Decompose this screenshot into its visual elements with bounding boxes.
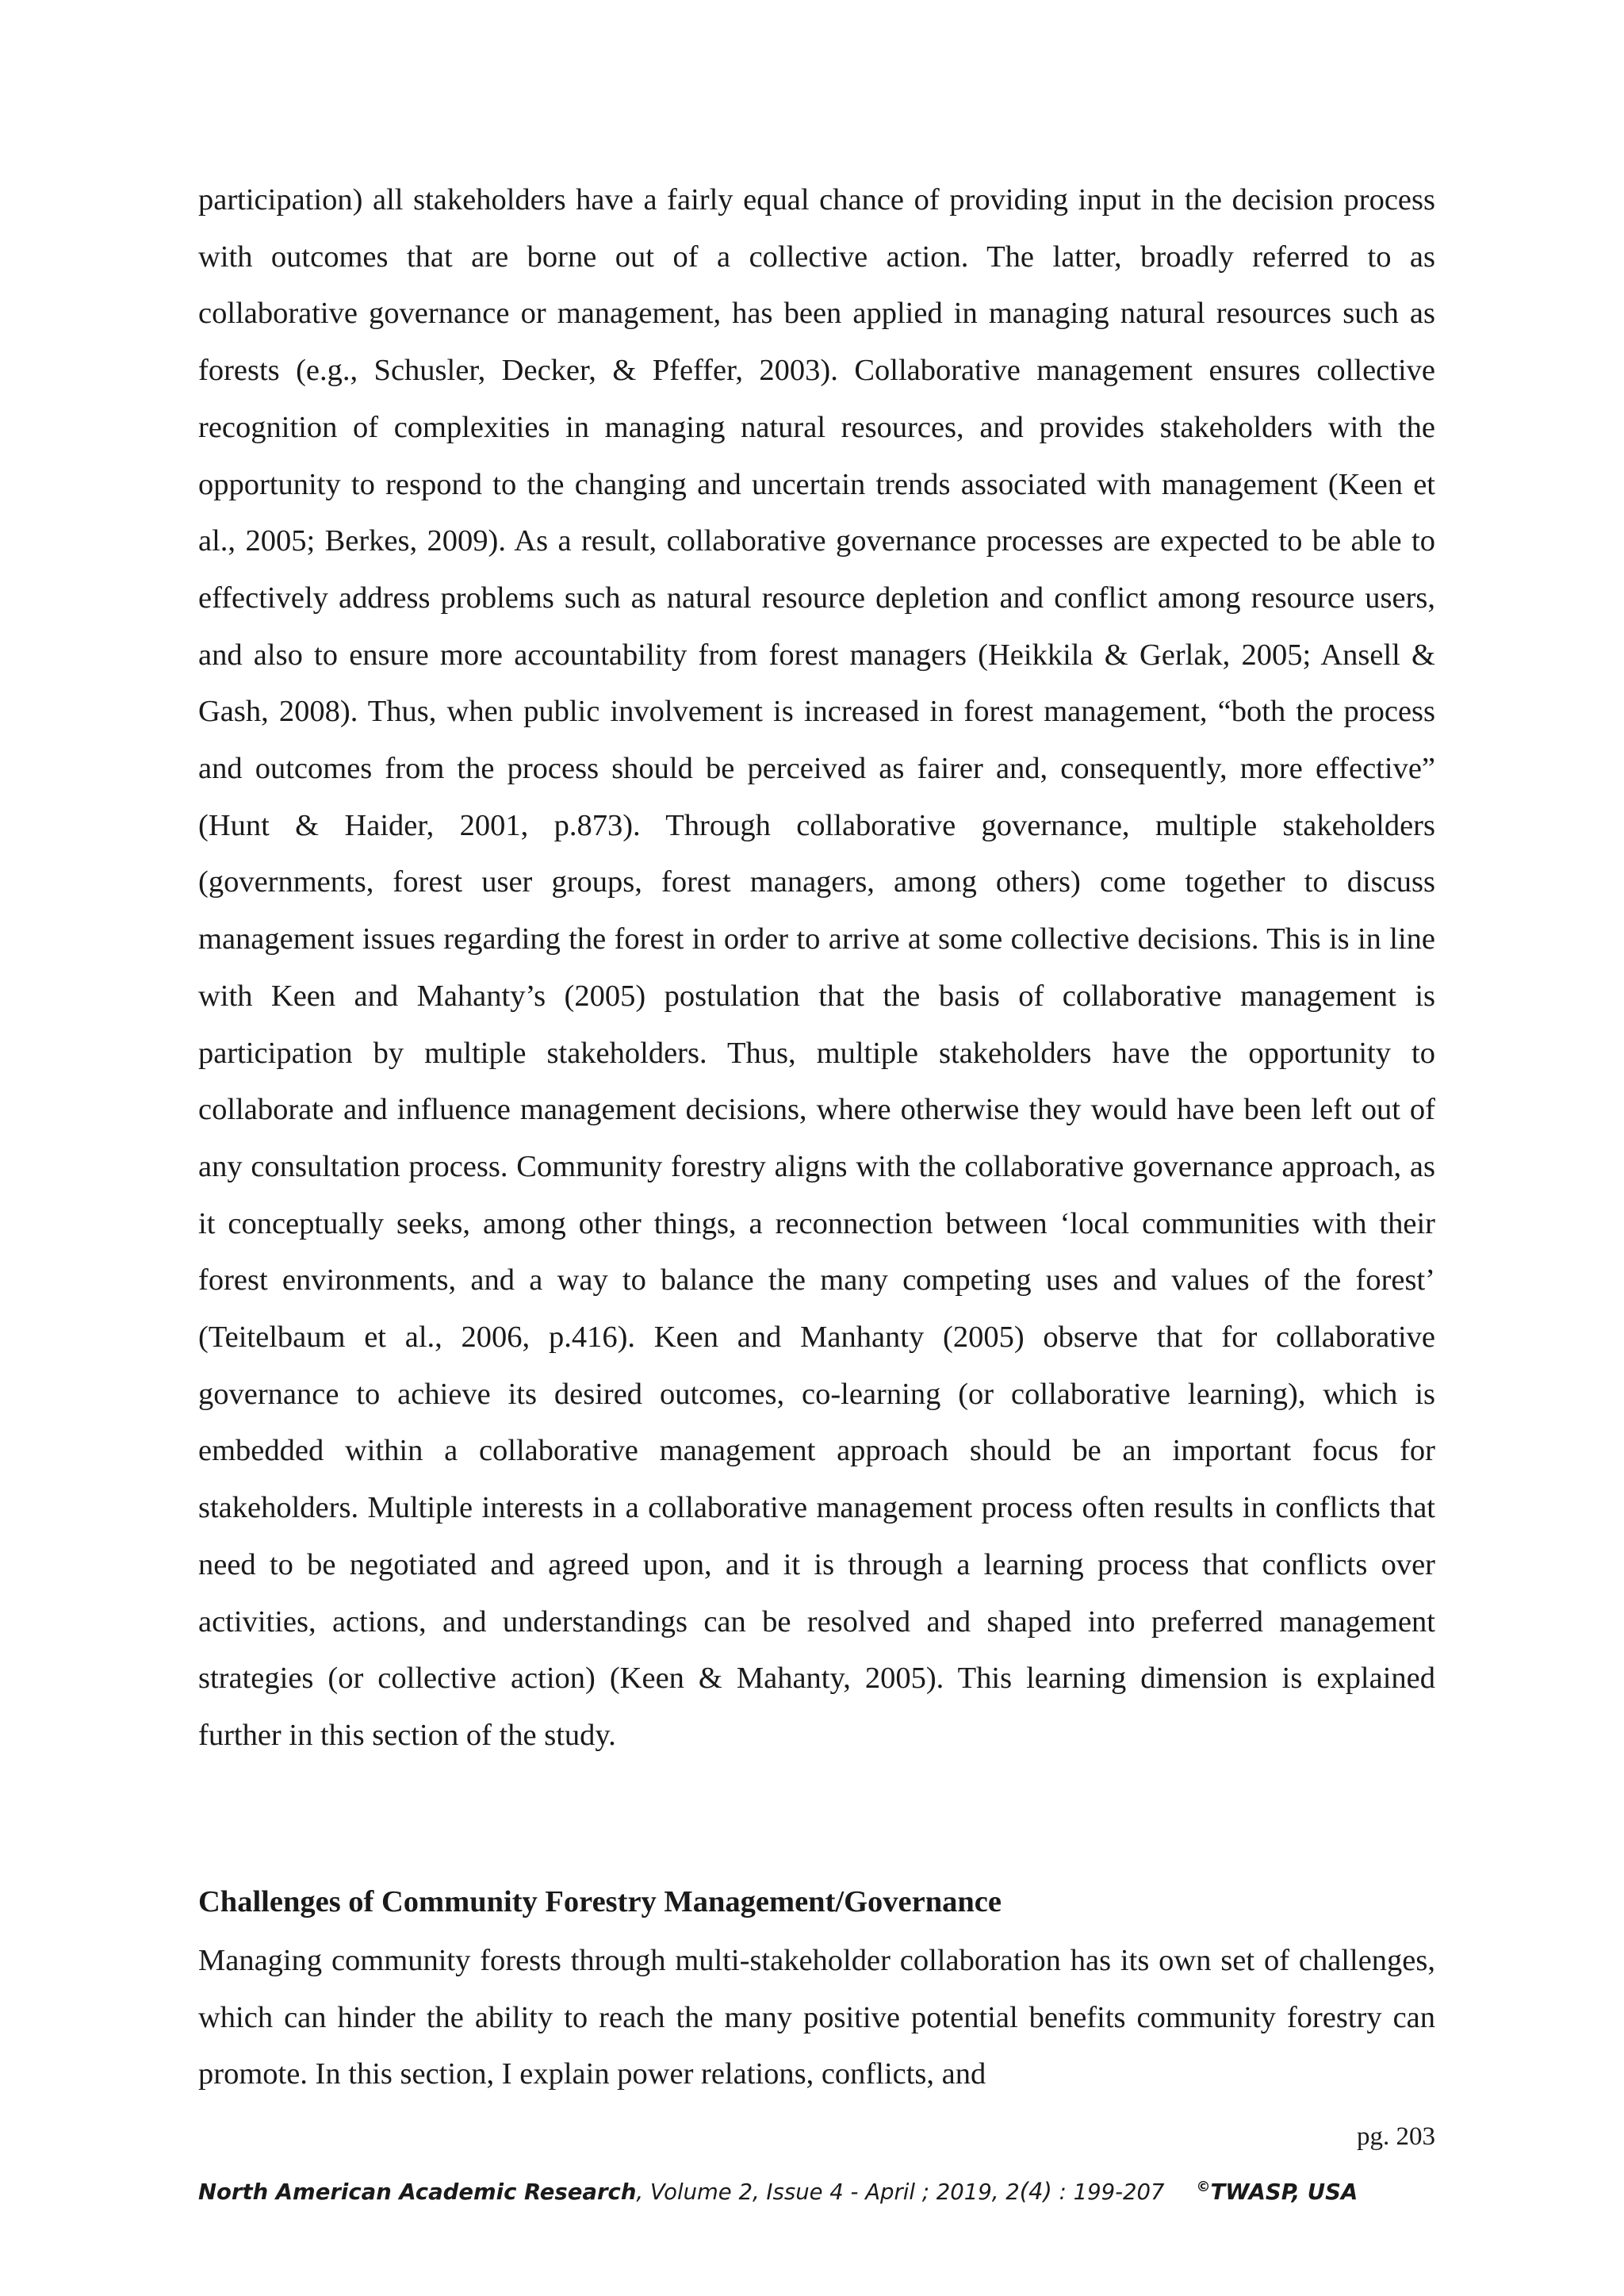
footer-journal-name: North American Academic Research xyxy=(198,2179,637,2205)
footer-separator: , xyxy=(636,2179,644,2205)
footer-publisher: TWASP, USA xyxy=(1210,2179,1358,2205)
section-heading: Challenges of Community Forestry Management/Governance xyxy=(198,1885,1002,1918)
section-paragraph: Managing community forests through multi-stakeholder collaboration has its own set of challenges, which can hinder the ability to reach the many positive potential benefits community forestry can promote. In this section, I explain power relations, conflicts, and xyxy=(198,1944,1435,2091)
footer-pages: : 199-207 xyxy=(1051,2179,1165,2205)
page-number: pg. 203 xyxy=(1357,2122,1435,2151)
body-paragraph: participation) all stakeholders have a fairly equal chance of providing input in the decision process with outcomes that are borne out of a collective action. The latter, broadly referred to as collaborative governance or management, has been applied in managing natural resources such as forests (e.g., Schusler, Decker, & Pfeffer, 2003). Collaborative management ensures collective recognition of complexities in managing natural resources, and provides stakeholders with the opportunity to respond to the changing and uncertain trends associated with management (Keen et al., 2005; Berkes, 2009). As a result, collaborative governance processes are expected to be able to effectively address problems such as natural resource depletion and conflict among resource users, and also to ensure more accountability from forest managers (Heikkila & Gerlak, 2005; Ansell & Gash, 2008). Thus, when public involvement is increased in forest management, “both the process and outcomes from the process should be perceived as fairer and, consequently, more effective” (Hunt & Haider, 2001, p.873). Through collaborative governance, multiple stakeholders (governments, forest user groups, forest managers, among others) come together to discuss management issues regarding the forest in order to arrive at some collective decisions. This is in line with Keen and Mahanty’s (2005) postulation that the basis of collaborative management is participation by multiple stakeholders. Thus, multiple stakeholders have the opportunity to collaborate and influence management decisions, where otherwise they would have been left out of any consultation process. Community forestry aligns with the collaborative governance approach, as it conceptually seeks, among other things, a reconnection between ‘local communities with their forest environments, and a way to balance the many competing uses and values of the forest’ (Teitelbaum et al., 2006, p.416). Keen and Manhanty (2005) observe that for collaborative governance to achieve its desired outcomes, co-learning (or collaborative learning), which is embedded within a collaborative management approach should be an important focus for stakeholders. Multiple interests in a collaborative management process often results in conflicts that need to be negotiated and agreed upon, and it is through a learning process that conflicts over activities, actions, and understandings can be resolved and shaped into preferred management strategies (or collective action) (Keen & Mahanty, 2005). This learning dimension is explained further in this section of the study. xyxy=(198,183,1435,1752)
footer-copyright xyxy=(1197,2179,1358,2205)
footer-issue-number: (4) xyxy=(1019,2178,1052,2205)
footer-citation xyxy=(198,2171,1358,2208)
copyright-symbol: © xyxy=(1196,2179,1211,2195)
footer-volume: Volume 2, Issue 4 - April ; 2019, 2 xyxy=(643,2179,1020,2205)
